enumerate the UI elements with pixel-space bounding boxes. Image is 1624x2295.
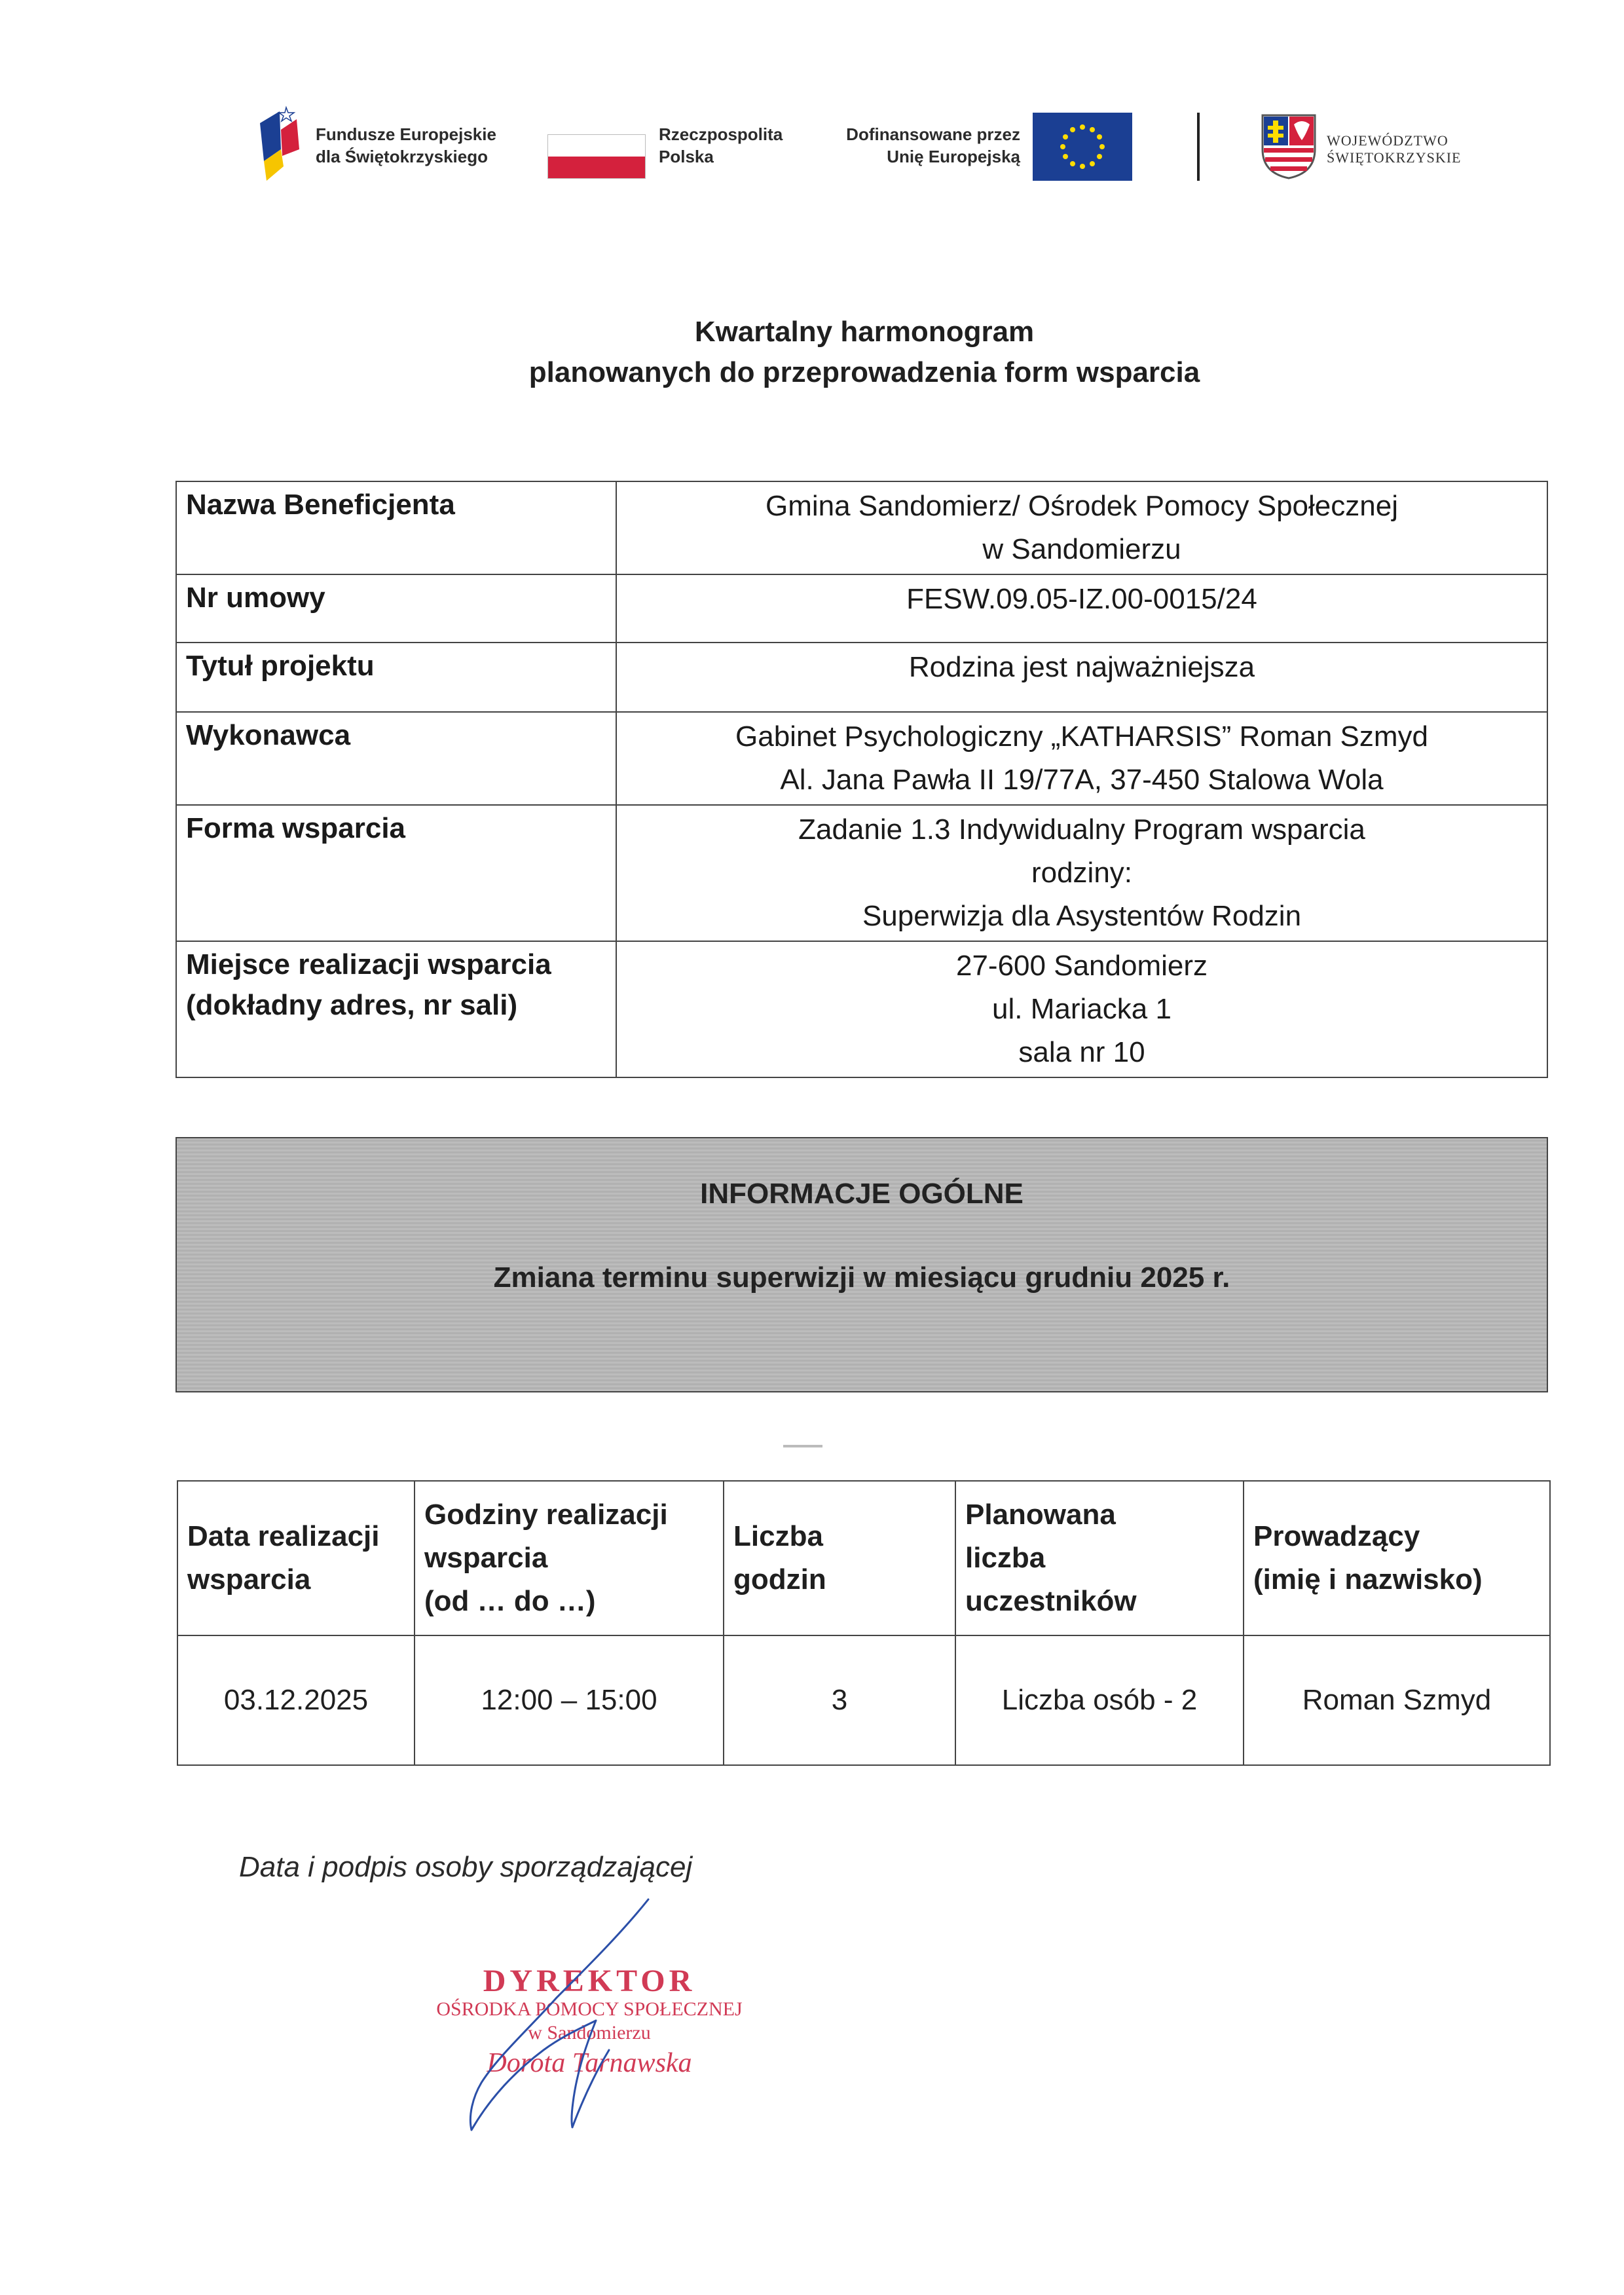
eu-funding-label [830, 123, 1020, 168]
scan-speck [783, 1445, 822, 1447]
project-title-value-line: Rodzina jest najważniejsza [908, 651, 1255, 683]
document-title [0, 312, 1624, 393]
fundusze-europejskie-label [316, 123, 496, 168]
location-value-line: ul. Mariacka 1 [992, 993, 1172, 1025]
info-row-support-form [176, 805, 1547, 941]
header-line: godzin [733, 1563, 826, 1595]
schedule-hours-count-cell: 3 [724, 1635, 955, 1765]
beneficiary-value-line: Gmina Sandomierz/ Ośrodek Pomocy Społecznej [766, 490, 1398, 522]
header-line: wsparcia [424, 1542, 548, 1574]
header-line: Planowana [965, 1499, 1116, 1531]
project-title-value [616, 643, 1547, 712]
general-info-heading: INFORMACJE OGÓLNE [700, 1178, 1024, 1210]
location-label-line: (dokładny adres, nr sali) [186, 989, 518, 1021]
schedule-hours-cell: 12:00 – 15:00 [415, 1635, 724, 1765]
stamp-city: w Sandomierzu [528, 2022, 651, 2043]
contractor-label: Wykonawca [176, 712, 616, 805]
logo-separator [1197, 113, 1200, 181]
title-line2: planowanych do przeprowadzenia form wsparcia [528, 356, 1200, 388]
contract-number-value-line: FESW.09.05-IZ.00-0015/24 [906, 583, 1257, 615]
fe-line2: dla Świętokrzyskiego [316, 147, 488, 166]
ws-line2: ŚWIĘTOKRZYSKIE [1327, 149, 1462, 166]
swietokrzyskie-coat-of-arms-icon [1260, 113, 1318, 179]
support-form-value [616, 805, 1547, 941]
project-title-label: Tytuł projektu [176, 643, 616, 712]
contract-number-label: Nr umowy [176, 574, 616, 643]
schedule-header-hours [415, 1481, 724, 1635]
header-line: Liczba [733, 1520, 823, 1552]
location-value-line: sala nr 10 [1018, 1036, 1145, 1068]
info-row-contract-number [176, 574, 1547, 643]
contractor-value-line: Gabinet Psychologiczny „KATHARSIS” Roman Szmyd [735, 720, 1428, 753]
header-line: uczestników [965, 1585, 1137, 1617]
ws-line1: WOJEWÓDZTWO [1327, 132, 1449, 149]
stamp-name: Dorota Tarnawska [487, 2048, 692, 2078]
info-row-beneficiary [176, 481, 1547, 574]
header-line: Prowadzący [1253, 1520, 1420, 1552]
project-info-table [175, 481, 1548, 1078]
info-row-project-title [176, 643, 1547, 712]
header-line: (imię i nazwisko) [1253, 1563, 1483, 1595]
location-label [176, 941, 616, 1077]
header-line: Godziny realizacji [424, 1499, 668, 1531]
schedule-header-leader [1244, 1481, 1550, 1635]
general-info-text: Zmiana terminu superwizji w miesiącu grudniu 2025 r. [493, 1261, 1230, 1294]
support-form-value-line: Superwizja dla Asystentów Rodzin [862, 900, 1302, 932]
location-value-line: 27-600 Sandomierz [955, 950, 1208, 982]
info-row-contractor [176, 712, 1547, 805]
header-line: Data realizacji [187, 1520, 380, 1552]
support-form-value-line: rodziny: [1031, 857, 1133, 889]
wojewodztwo-label [1327, 132, 1461, 166]
header-line: wsparcia [187, 1563, 311, 1595]
handwritten-signature-icon [432, 1886, 707, 2142]
title-line1: Kwartalny harmonogram [694, 316, 1035, 348]
eu-line1: Dofinansowane przez [846, 124, 1020, 144]
location-value [616, 941, 1547, 1077]
schedule-participants-cell: Liczba osób - 2 [955, 1635, 1244, 1765]
stamp-title: DYREKTOR [483, 1964, 696, 1998]
eu-line2: Unię Europejską [887, 147, 1020, 166]
beneficiary-value [616, 481, 1547, 574]
schedule-date-cell: 03.12.2025 [177, 1635, 415, 1765]
schedule-leader-cell: Roman Szmyd [1244, 1635, 1550, 1765]
header-line: liczba [965, 1542, 1046, 1574]
beneficiary-value-line: w Sandomierzu [982, 533, 1181, 565]
schedule-header-hours-count [724, 1481, 955, 1635]
beneficiary-label: Nazwa Beneficjenta [176, 481, 616, 574]
fundusze-europejskie-logo-icon [257, 103, 304, 186]
contract-number-value [616, 574, 1547, 643]
support-form-value-line: Zadanie 1.3 Indywidualny Program wsparcia [798, 813, 1365, 846]
fe-line1: Fundusze Europejskie [316, 124, 496, 144]
poland-flag-icon [547, 134, 646, 179]
contractor-value [616, 712, 1547, 805]
support-form-label: Forma wsparcia [176, 805, 616, 941]
location-label-line: Miejsce realizacji wsparcia [186, 948, 551, 980]
header-line: (od … do …) [424, 1585, 596, 1617]
signature-caption: Data i podpis osoby sporządzającej [239, 1851, 693, 1883]
schedule-table [177, 1480, 1551, 1766]
general-info-box [175, 1137, 1548, 1392]
rzeczpospolita-label [659, 123, 783, 168]
contractor-value-line: Al. Jana Pawła II 19/77A, 37-450 Stalowa Wola [780, 764, 1384, 796]
schedule-header-row [177, 1481, 1550, 1635]
info-row-location [176, 941, 1547, 1077]
eu-flag-icon [1033, 113, 1132, 181]
table-row [177, 1635, 1550, 1765]
schedule-header-date [177, 1481, 415, 1635]
stamp-organization: OŚRODKA POMOCY SPOŁECZNEJ [436, 1998, 743, 2020]
rp-line2: Polska [659, 147, 714, 166]
schedule-header-participants [955, 1481, 1244, 1635]
rp-line1: Rzeczpospolita [659, 124, 783, 144]
